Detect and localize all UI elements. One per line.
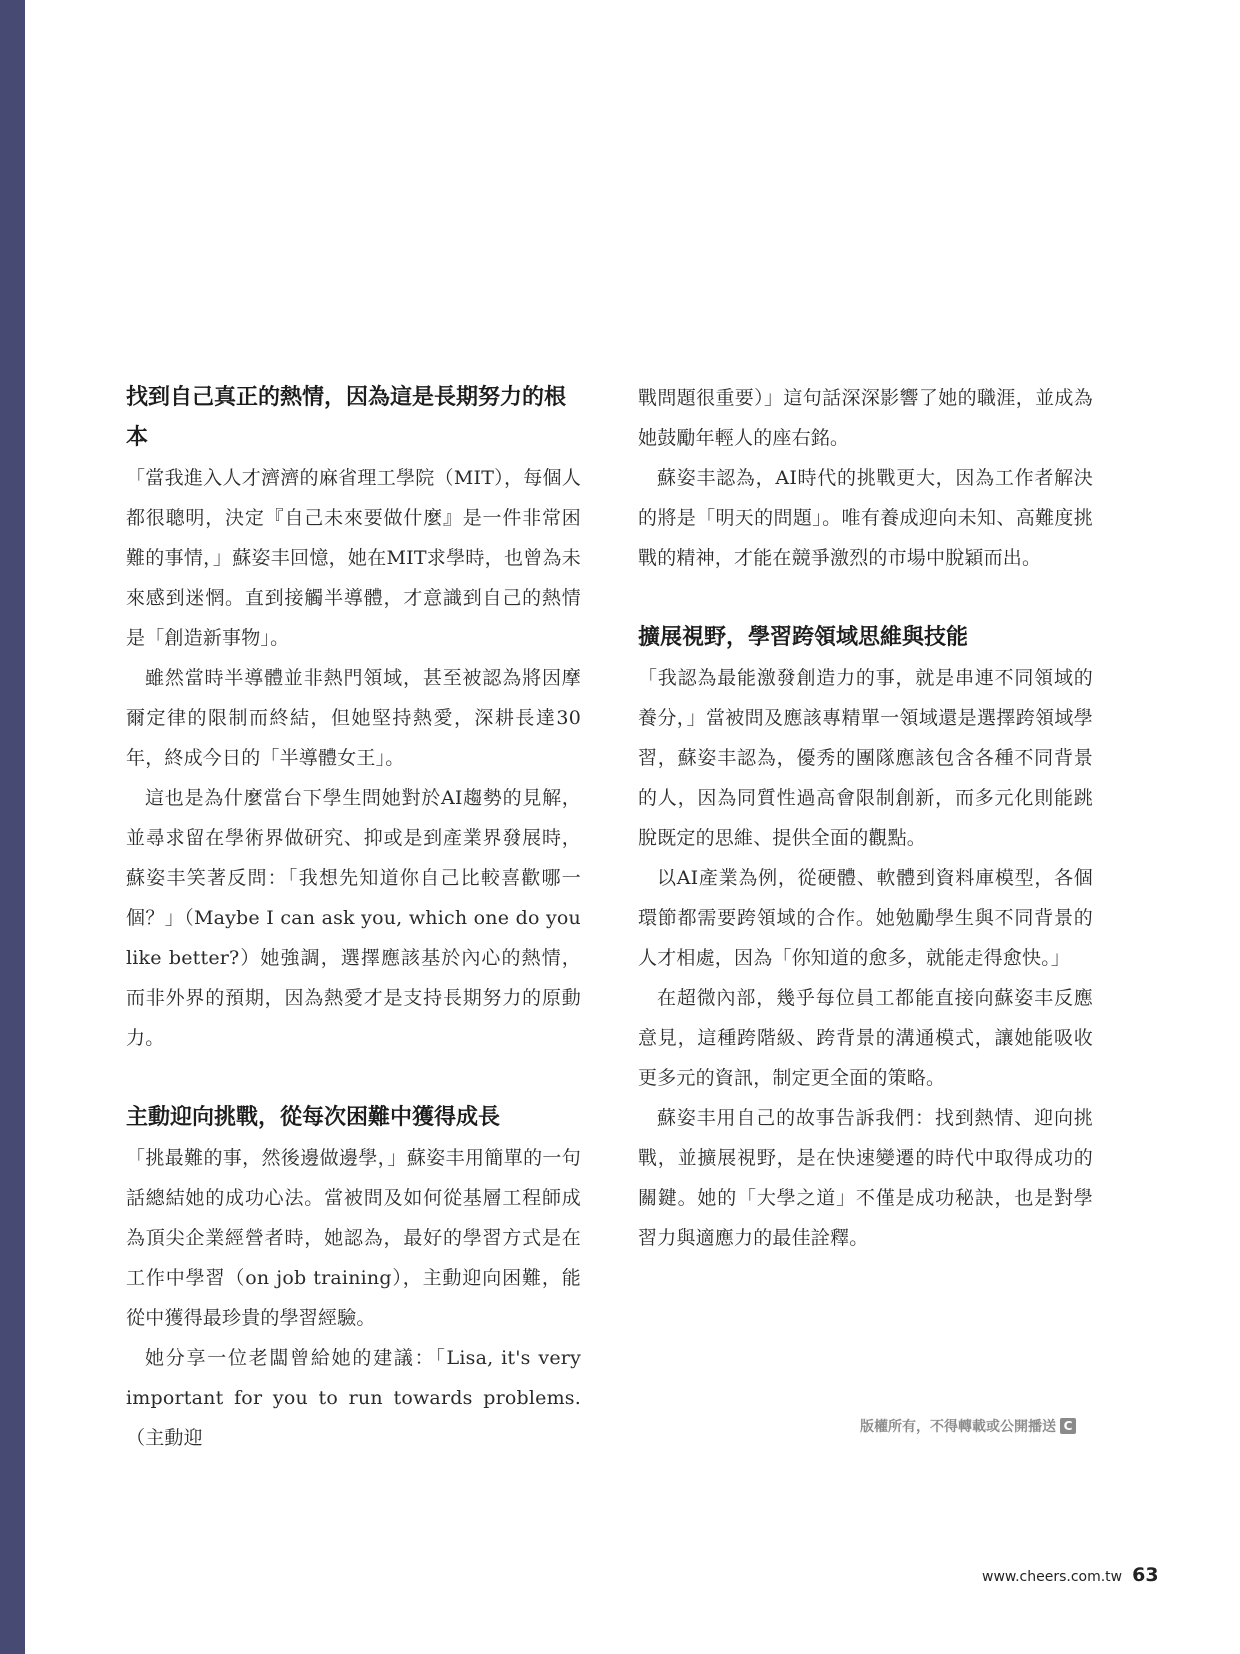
left-column — [126, 378, 581, 1458]
website-url: www.cheers.com.tw — [982, 1569, 1123, 1585]
paragraph: 雖然當時半導體並非熱門領域，甚至被認為將因摩爾定律的限制而終結，但她堅持熱愛，深耕長達30年，終成今日的「半導體女王」。 — [126, 667, 581, 769]
paragraph: 「當我進入人才濟濟的麻省理工學院（MIT），每個人都很聰明，決定『自己未來要做什麼』是一件非常困難的事情，」蘇姿丰回憶，她在MIT求學時，也曾為未來感到迷惘。直到接觸半導體，才意識到自己的熱情是「創造新事物」。 — [126, 467, 581, 649]
page-number: 63 — [1132, 1564, 1159, 1586]
copyright-notice — [860, 1416, 1076, 1436]
paragraph: 蘇姿丰認為，AI時代的挑戰更大，因為工作者解決的將是「明天的問題」。唯有養成迎向未知、高難度挑戰的精神，才能在競爭激烈的市場中脫穎而出。 — [638, 467, 1093, 569]
copyright-text: 版權所有，不得轉載或公開播送 — [860, 1419, 1056, 1435]
page-footer — [982, 1564, 1159, 1586]
section-heading-passion: 找到自己真正的熱情，因為這是長期努力的根本 — [126, 385, 567, 450]
right-column — [638, 378, 1093, 1258]
paragraph: 戰問題很重要）」這句話深深影響了她的職涯，並成為她鼓勵年輕人的座右銘。 — [638, 387, 1093, 449]
left-edge-bar — [0, 0, 25, 1654]
paragraph: 「挑最難的事，然後邊做邊學，」蘇姿丰用簡單的一句話總結她的成功心法。當被問及如何從基層工程師成為頂尖企業經營者時，她認為，最好的學習方式是在工作中學習（on job training），主動迎向困難，能從中獲得最珍貴的學習經驗。 — [126, 1147, 581, 1329]
section-heading-challenge: 主動迎向挑戰，從每次困難中獲得成長 — [126, 1105, 501, 1130]
paragraph: 這也是為什麼當台下學生問她對於AI趨勢的見解，並尋求留在學術界做研究、抑或是到產業界發展時，蘇姿丰笑著反問：「我想先知道你自己比較喜歡哪一個？」（Maybe I can ask you, which one do you like better?）她強調，選擇應該基於內心的熱情，而非外界的預期，因為熱愛才是支持長期努力的原動力。 — [126, 787, 581, 1049]
section-heading-vision: 擴展視野，學習跨領域思維與技能 — [638, 625, 969, 650]
paragraph: 「我認為最能激發創造力的事，就是串連不同領域的養分，」當被問及應該專精單一領域還是選擇跨領域學習，蘇姿丰認為，優秀的團隊應該包含各種不同背景的人，因為同質性過高會限制創新，而多元化則能跳脫既定的思維、提供全面的觀點。 — [638, 667, 1093, 849]
paragraph: 以AI產業為例，從硬體、軟體到資料庫模型，各個環節都需要跨領域的合作。她勉勵學生與不同背景的人才相處，因為「你知道的愈多，就能走得愈快。」 — [638, 867, 1093, 969]
paragraph: 蘇姿丰用自己的故事告訴我們：找到熱情、迎向挑戰，並擴展視野，是在快速變遷的時代中取得成功的關鍵。她的「大學之道」不僅是成功秘訣，也是對學習力與適應力的最佳詮釋。 — [638, 1107, 1093, 1249]
paragraph: 在超微內部，幾乎每位員工都能直接向蘇姿丰反應意見，這種跨階級、跨背景的溝通模式，讓她能吸收更多元的資訊，制定更全面的策略。 — [638, 987, 1093, 1089]
cheers-logo-icon: C — [1060, 1418, 1076, 1434]
paragraph: 她分享一位老闆曾給她的建議：「Lisa, it's very important for you to run towards problems.（主動迎 — [126, 1347, 581, 1449]
